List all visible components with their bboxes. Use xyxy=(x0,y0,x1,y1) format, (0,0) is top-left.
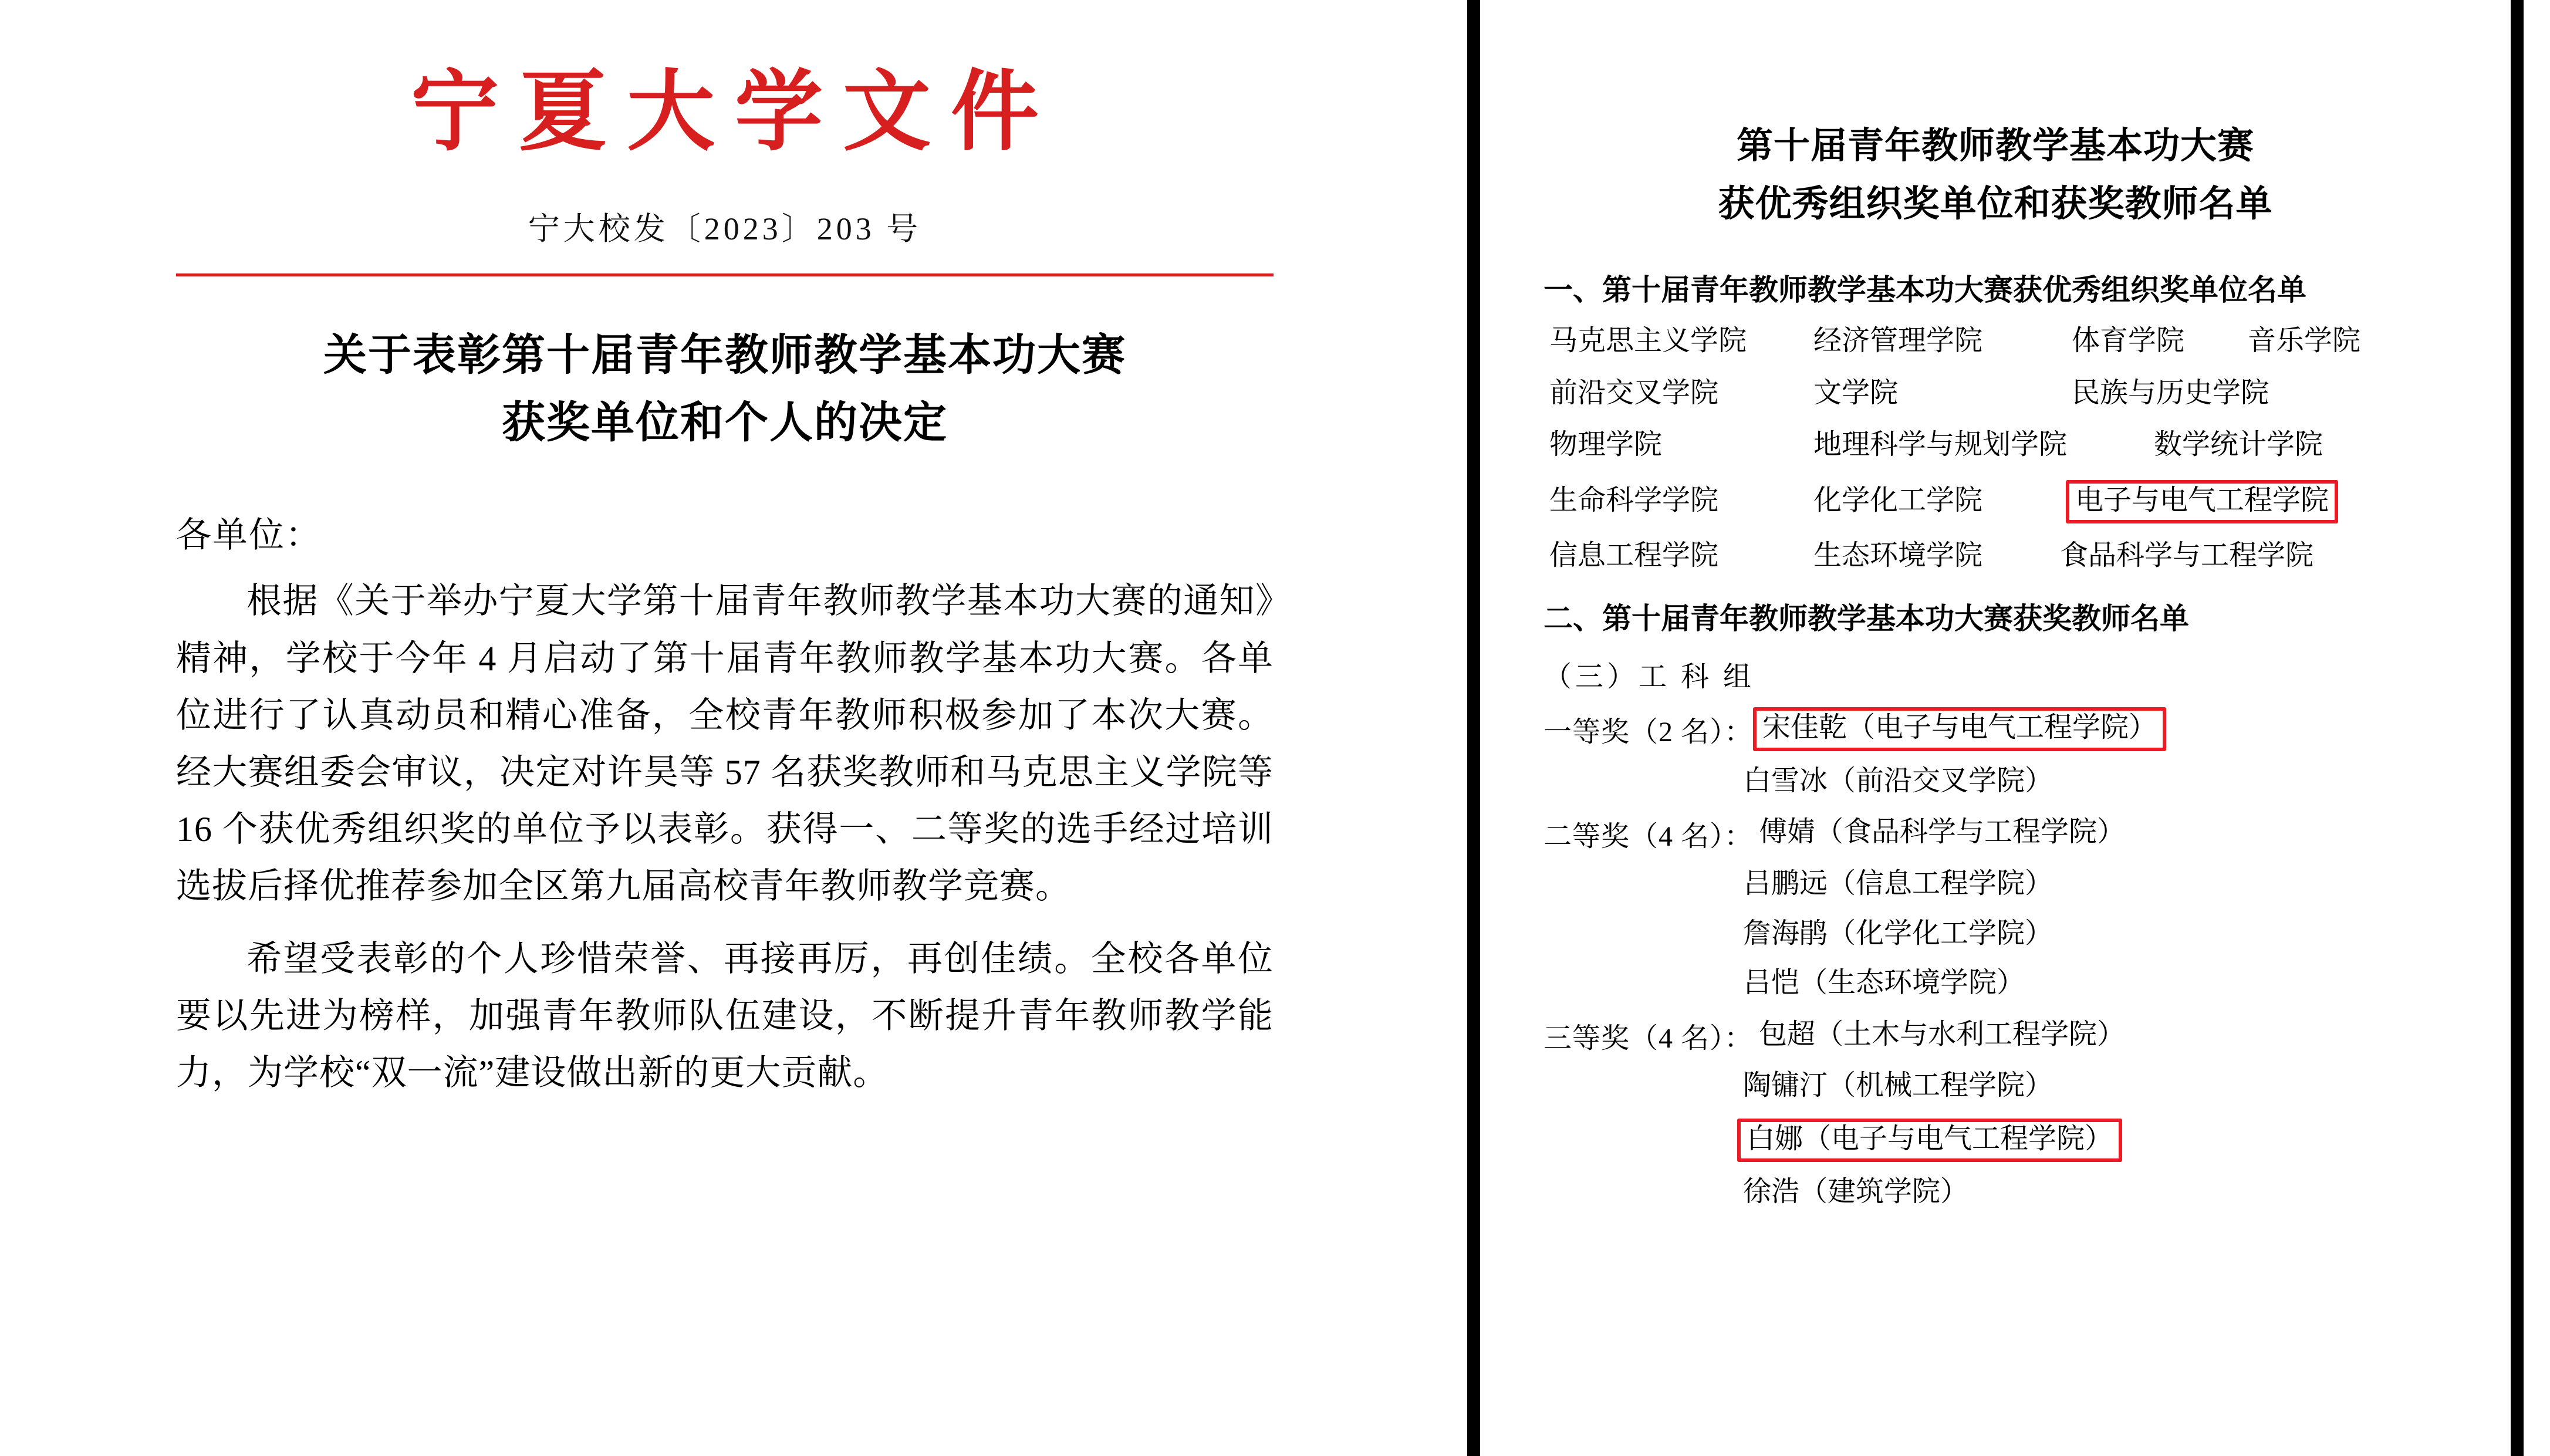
org-row xyxy=(1502,324,2488,360)
award-label: 二等奖（4 名）： xyxy=(1543,821,1754,853)
award-line xyxy=(1543,1015,2488,1056)
award-block-second xyxy=(1502,813,2488,1002)
section-1-heading: 一、第十届青年教师教学基本功大赛获优秀组织奖单位名单 xyxy=(1543,273,2306,307)
org-item: 民族与历史学院 xyxy=(2072,377,2269,408)
award-label: 一等奖（2 名）： xyxy=(1543,717,1754,748)
group-label: （三）工 科 组 xyxy=(1543,661,1755,693)
award-line xyxy=(1543,813,2488,854)
org-row xyxy=(1502,480,2488,523)
org-item: 马克思主义学院 xyxy=(1549,325,1747,357)
award-line xyxy=(1543,764,2488,800)
award-winner: 傅婧（食品科学与工程学院） xyxy=(1759,816,2126,848)
salutation: 各单位： xyxy=(176,516,322,555)
document-number: 宁大校发〔2023〕203 号 xyxy=(528,211,922,246)
body-paragraph-1: 根据《关于举办宁夏大学第十届青年教师教学基本功大赛的通知》精神，学校于今年 4 月启动了第十届青年教师教学基本功大赛。各单位进行了认真动员和精心准备，全校青年教师积极参加了本次大赛。经大赛组委会审议，决定对许昊等 57 名获奖教师和马克思主义学院等 16 个获优秀组织奖的单位予以表彰。获得一、二等奖的选手经过培训选拔后择优推荐参加全区第九届高校青年教师教学竞赛。 xyxy=(176,582,1274,906)
award-winner: 徐浩（建筑学院） xyxy=(1743,1176,1969,1208)
org-item: 化学化工学院 xyxy=(1813,484,1983,516)
attachment-title xyxy=(1502,117,2488,234)
org-item: 食品科学与工程学院 xyxy=(2060,539,2314,571)
award-winner-highlighted: 白娜（电子与电气工程学院） xyxy=(1737,1119,2122,1162)
org-item-highlighted: 电子与电气工程学院 xyxy=(2066,480,2338,523)
award-label: 三等奖（4 名）： xyxy=(1543,1023,1754,1055)
award-line xyxy=(1543,1119,2488,1162)
award-winner: 包超（土木与水利工程学院） xyxy=(1759,1018,2126,1050)
org-item: 物理学院 xyxy=(1549,429,1663,461)
award-line xyxy=(1543,966,2488,1002)
org-item: 生命科学学院 xyxy=(1549,484,1719,516)
document-masthead: 宁夏大学文件 xyxy=(410,64,1059,161)
scan-frame xyxy=(1467,0,2524,1456)
body-paragraph-2: 希望受表彰的个人珍惜荣誉、再接再厉，再创佳绩。全校各单位要以先进为榜样，加强青年教师队伍建设，不断提升青年教师教学能力，为学校“双一流”建设做出新的更大贡献。 xyxy=(176,939,1274,1092)
masthead-divider xyxy=(176,273,1274,276)
page-title-line1: 关于表彰第十届青年教师教学基本功大赛 xyxy=(323,332,1126,380)
award-block-first xyxy=(1502,707,2488,800)
award-line xyxy=(1543,1175,2488,1211)
org-item: 前沿交叉学院 xyxy=(1549,377,1719,408)
org-item: 文学院 xyxy=(1813,377,1899,408)
org-item: 体育学院 xyxy=(2072,325,2185,357)
award-winner-highlighted: 宋佳乾（电子与电气工程学院） xyxy=(1753,707,2166,751)
org-item: 生态环境学院 xyxy=(1813,539,1983,571)
org-item: 音乐学院 xyxy=(2248,325,2361,357)
section-2-heading: 二、第十届青年教师教学基本功大赛获奖教师名单 xyxy=(1543,602,2189,636)
org-row xyxy=(1502,539,2488,575)
org-item: 地理科学与规划学院 xyxy=(1813,429,2068,461)
award-winner: 吕恺（生态环境学院） xyxy=(1743,967,2025,998)
award-winner: 陶镛汀（机械工程学院） xyxy=(1743,1070,2053,1102)
org-row xyxy=(1502,428,2488,464)
page-title xyxy=(176,322,1274,457)
attachment-title-line2: 获优秀组织奖单位和获奖教师名单 xyxy=(1718,184,2273,225)
org-row xyxy=(1502,376,2488,413)
org-item: 信息工程学院 xyxy=(1549,539,1719,571)
award-line xyxy=(1543,707,2488,751)
award-block-third xyxy=(1502,1015,2488,1211)
award-line xyxy=(1543,867,2488,903)
org-item: 数学统计学院 xyxy=(2154,429,2323,461)
award-winner: 吕鹏远（信息工程学院） xyxy=(1743,868,2053,900)
award-winner: 詹海鹃（化学化工学院） xyxy=(1743,917,2053,949)
org-item: 经济管理学院 xyxy=(1813,325,1983,357)
award-winner: 白雪冰（前沿交叉学院） xyxy=(1743,765,2053,796)
right-document xyxy=(1438,0,2550,1456)
award-line xyxy=(1543,917,2488,953)
attachment-title-line1: 第十届青年教师教学基本功大赛 xyxy=(1736,126,2254,166)
award-line xyxy=(1543,1069,2488,1105)
page-title-line2: 获奖单位和个人的决定 xyxy=(502,398,948,447)
